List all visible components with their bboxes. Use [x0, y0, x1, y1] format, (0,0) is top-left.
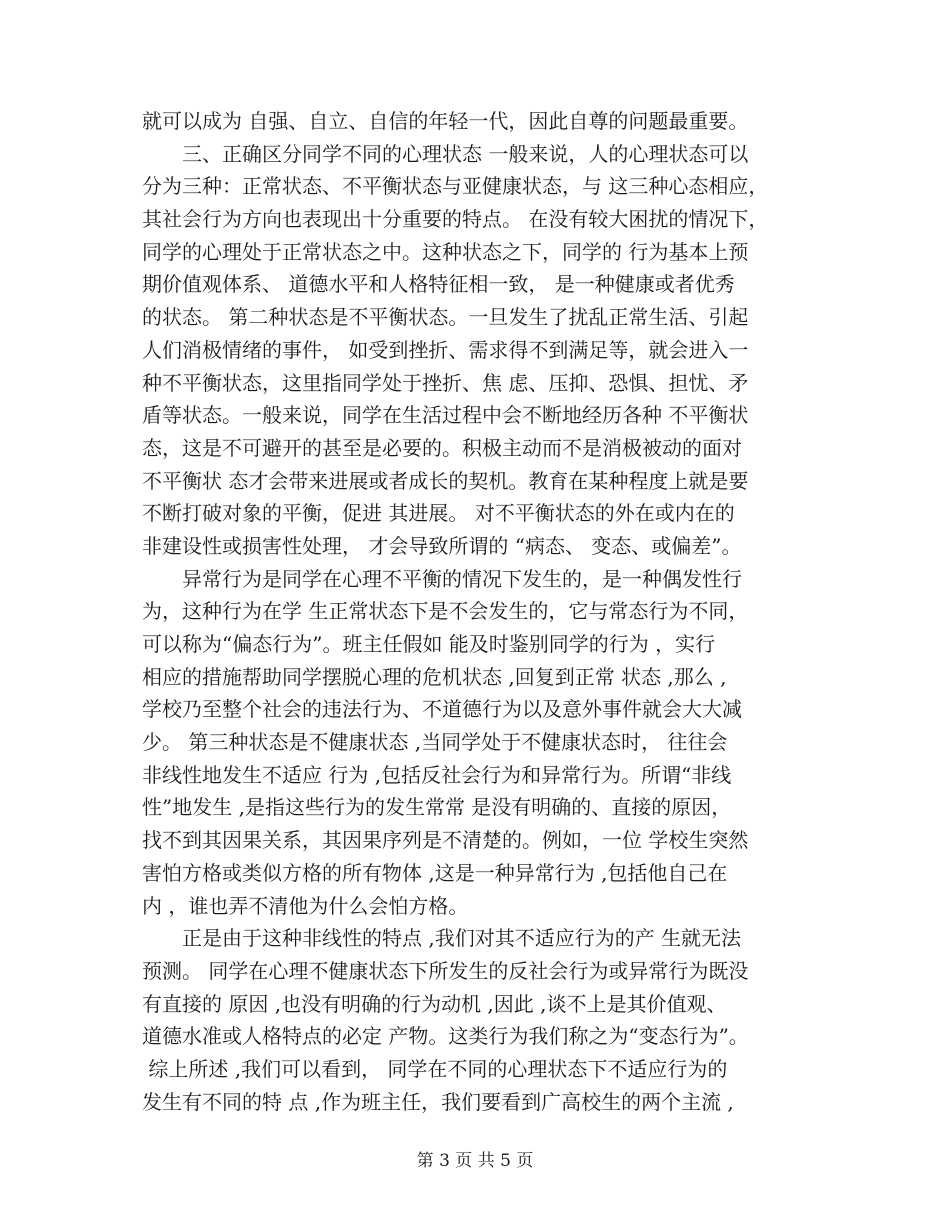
text-line: 为，这种行为在学 生正常状态下是不会发生的，它与常态行为不同， — [142, 599, 749, 624]
text-line: 期价值观体系、 道德水平和人格特征相一致， 是一种健康或者优秀 — [142, 272, 735, 297]
text-line: 综上所述 ,我们可以看到， 同学在不同的心理状态下不适应行为的 — [142, 1056, 728, 1081]
text-line: 内 ，谁也弄不清他为什么会怕方格。 — [142, 893, 469, 918]
text-line: 正是由于这种非线性的特点 ,我们对其不适应行为的产 生就无法 — [142, 926, 742, 951]
text-line: 可以称为“偏态行为”。班主任假如 能及时鉴别同学的行为 ，实行 — [142, 632, 716, 656]
text-line: 人们消极情绪的事件， 如受到挫折、需求得不到满足等，就会进入一 — [142, 337, 749, 362]
text-line: 其社会行为方向也表现出十分重要的特点。 在没有较大困扰的情况下， — [142, 207, 769, 232]
text-line: 有直接的 原因 ,也没有明确的行为动机 ,因此 ,谈不上是其价值观、 — [142, 991, 727, 1016]
text-line: 就可以成为 自强、自立、自信的年轻一代，因此自尊的问题最重要。 — [142, 109, 749, 133]
text-line: 态，这是不可避开的甚至是必要的。积极主动而不是消极被动的面对 — [142, 435, 742, 460]
text-line: 非建设性或损害性处理， 才会导致所谓的 “病态、 变态、或偏差”。 — [142, 533, 742, 558]
text-line: 学校乃至整个社会的违法行为、不道德行为以及意外事件就会大大减 — [142, 697, 742, 722]
text-line: 非线性地发生不适应 行为 ,包括反社会行为和异常行为。所谓“非线 — [142, 762, 732, 787]
text-line: 性”地发生 ,是指这些行为的发生常常 是没有明确的、直接的原因， — [142, 795, 732, 820]
text-line: 异常行为是同学在心理不平衡的情况下发生的，是一种偶发性行 — [142, 566, 742, 591]
text-line: 预测。 同学在心理不健康状态下所发生的反社会行为或异常行为既没 — [142, 958, 749, 983]
text-line: 找不到其因果关系，其因果序列是不清楚的。例如，一位 学校生突然 — [142, 828, 749, 853]
text-line: 少。 第三种状态是不健康状态 ,当同学处于不健康状态时， 往往会 — [142, 730, 728, 755]
text-line: 盾等状态。一般来说，同学在生活过程中会不断地经历各种 不平衡状 — [142, 403, 749, 428]
text-line: 发生有不同的特 点 ,作为班主任，我们要看到广高校生的两个主流 , — [142, 1089, 734, 1114]
text-line: 分为三种：正常状态、不平衡状态与亚健康状态，与 这三种心态相应， — [142, 174, 769, 199]
text-line: 不断打破对象的平衡，促进 其进展。 对不平衡状态的外在或内在的 — [142, 501, 735, 526]
text-line: 同学的心理处于正常状态之中。这种状态之下，同学的 行为基本上预 — [142, 239, 749, 264]
text-line: 不平衡状 态才会带来进展或者成长的契机。教育在某种程度上就是要 — [142, 468, 749, 493]
text-line: 种不平衡状态，这里指同学处于挫折、焦 虑、压抑、恐惧、担忧、矛 — [142, 370, 749, 395]
text-line: 三、正确区分同学不同的心理状态 一般来说，人的心理状态可以 — [142, 141, 749, 166]
text-line: 相应的措施帮助同学摆脱心理的危机状态 ,回复到正常 状态 ,那么 , — [142, 664, 727, 689]
text-line: 害怕方格或类似方格的所有物体 ,这是一种异常行为 ,包括他自己在 — [142, 860, 728, 885]
text-line: 的状态。 第二种状态是不平衡状态。一旦发生了扰乱正常生活、引起 — [142, 305, 749, 330]
page-number-footer: 第 3 页 共 5 页 — [416, 1151, 534, 1171]
text-line: 道德水准或人格特点的必定 产物。这类行为我们称之为“变态行为”。 — [142, 1024, 749, 1049]
body-text — [142, 105, 810, 1118]
